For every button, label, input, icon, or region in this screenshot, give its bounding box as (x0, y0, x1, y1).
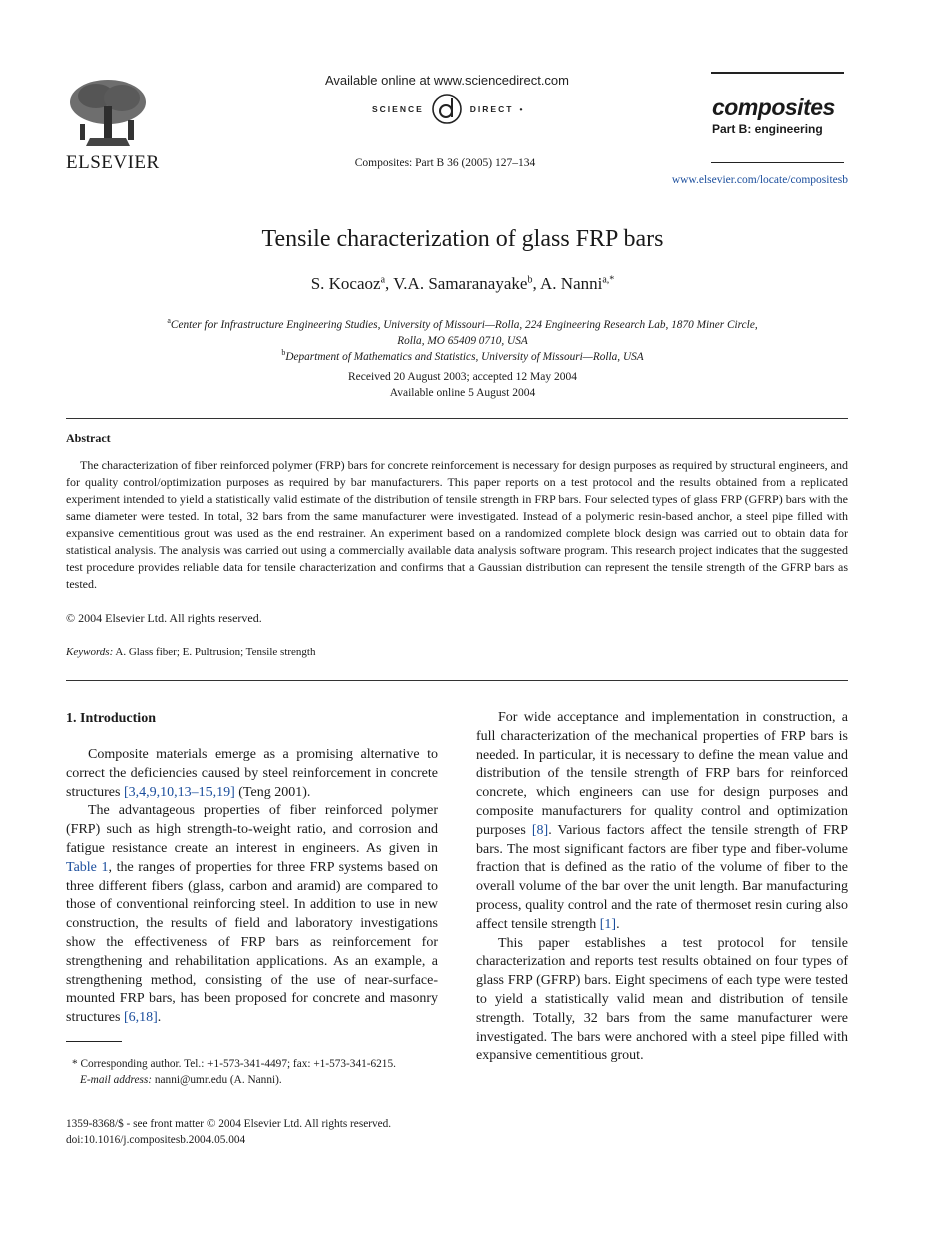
keywords (66, 646, 315, 658)
available-date: Available online 5 August 2004 (389, 387, 536, 399)
body-paragraph: Composite materials emerge as a promising alternative to correct the deficiencies caused by steel reinforcement in concrete structures [3,4,9,10,13–15,19] (Teng 2001). (66, 747, 438, 800)
keywords-label: Keywords: (66, 646, 114, 658)
journal-reference: Composites: Part B 36 (2005) 127–134 (354, 157, 536, 169)
doi-line: doi:10.1016/j.compositesb.2004.05.004 (66, 1133, 246, 1146)
abstract-text: The characterization of fiber reinforced polymer (FRP) bars for concrete reinforcement is necessary for design purposes as required by structural engineers, and for quality control/optimization purposes as required by bar manufacturers. This paper reports on a test protocol and the results obtained from a replicated experiment intended to yield a statistically valid estimate of the distribution of tensile strength in FRP bars. Four selected types of glass FRP (GFRP) bars with the same diameter were tested. In total, 32 bars from the same manufacturer were investigated. Instead of a polymeric resin-based anchor, a steel pipe filled with expansive cementitious grout was used as the end restrainer. An experiment based on a randomized complete block design was carried out to obtain data for statistical analysis. The analysis was carried out using a commercially available data analysis software program. This research project indicates that the suggested test procedure provides reliable data for tensile characterization and confirms that a Gaussian distribution can represent the tensile strength of the GFRP bars as tested. (66, 458, 848, 591)
affil-line: Rolla, MO 65409 0710, USA (397, 334, 528, 347)
author-name: A. Nanni (540, 274, 603, 293)
author-affil-sup: a,* (602, 274, 615, 286)
issn-block (66, 1117, 391, 1148)
author-separator: , (385, 274, 394, 293)
table-link[interactable]: Table 1 (66, 859, 109, 875)
sciencedirect-logo (372, 92, 524, 126)
author-affil-sup: b (527, 274, 533, 286)
divider (66, 418, 848, 419)
affil-sup: a (167, 316, 171, 325)
corresponding-author: * Corresponding author. Tel.: +1-573-341-4497; fax: +1-573-341-6215. (72, 1058, 396, 1070)
issn-line: 1359-8368/$ - see front matter © 2004 Elsevier Ltd. All rights reserved. (66, 1118, 392, 1130)
footnote (66, 1057, 438, 1088)
elsevier-tree-logo (66, 76, 150, 150)
received-date: Received 20 August 2003; accepted 12 May 2004 (348, 371, 577, 383)
article-dates (0, 369, 925, 401)
journal-url-link[interactable]: www.elsevier.com/locate/compositesb (671, 174, 848, 186)
journal-subtitle: Part B: engineering (712, 122, 823, 136)
affiliation-b (100, 345, 825, 365)
citation-link[interactable]: [6,18] (123, 1010, 158, 1026)
journal-rule-top (711, 72, 844, 74)
sd-right-word: DIRECT (469, 104, 514, 114)
left-column (66, 746, 438, 1028)
publisher-name: ELSEVIER (66, 152, 160, 173)
affil-line: Department of Mathematics and Statistics, University of Missouri—Rolla, USA (285, 350, 644, 363)
author-affil-sup: a (380, 274, 386, 286)
journal-rule-bottom (711, 162, 844, 163)
abstract-heading: Abstract (66, 431, 111, 445)
email-line (66, 1073, 438, 1089)
email-label: E-mail address: (80, 1073, 153, 1086)
author-name: S. Kocaoz (310, 274, 381, 293)
body-paragraph: This paper establishes a test protocol for tensile characterization and reports test results obtained on four types of glass FRP (GFRP) bars. Eight specimens of each type were tested to yield a statistically valid mean and distribution of tensile strength. Totally, 32 bars from the same manufacturer were investigated. The bars were anchored with a steel pipe filled with expansive cementitious grout. (476, 935, 848, 1064)
body-paragraph: For wide acceptance and implementation in construction, a full characterization of the mechanical properties of FRP bars is needed. In particular, it is necessary to define the mean value and distribution of the tensile strength of FRP bars for reinforced concrete, which engineers can use for design purposes and composite manufacturers for quality control and optimization purposes [8]. Various factors affect the tensile strength of FRP bars. The most significant factors are fiber type and fiber-volume fraction that is defined as the ratio of the volume of fiber to the overall volume of the bar over the unit length. Bar manufacturing process, quality control and the rate of thermoset resin curing also affect tensile strength [1]. (476, 710, 848, 932)
affil-sup: b (281, 348, 286, 357)
author-separator: , (532, 274, 541, 293)
right-column (476, 709, 848, 1066)
journal-title: composites (712, 94, 835, 120)
author-list (0, 274, 925, 294)
citation-link[interactable]: [1] (599, 916, 617, 932)
sd-left-word: SCIENCE (372, 104, 424, 114)
footnote-rule (66, 1041, 122, 1042)
article-title: Tensile characterization of glass FRP bars (261, 226, 664, 252)
affiliation-a (100, 313, 825, 349)
available-online-text: Available online at www.sciencedirect.com (325, 73, 569, 88)
sd-at-icon (430, 92, 464, 126)
abstract-copyright: © 2004 Elsevier Ltd. All rights reserved. (66, 611, 262, 625)
citation-link[interactable]: [8] (531, 822, 549, 838)
email-address: nanni@umr.edu (A. Nanni). (154, 1073, 282, 1086)
divider (66, 680, 848, 681)
abstract-body (66, 457, 848, 593)
author-name: V.A. Samaranayake (393, 274, 528, 293)
affil-line: Center for Infrastructure Engineering Studies, University of Missouri—Rolla, 224 Engineering Research Lab, 1870 Miner Circle, (170, 318, 758, 331)
sd-mark: • (519, 104, 525, 114)
citation-link[interactable]: [3,4,9,10,13–15,19] (123, 784, 235, 800)
body-paragraph: The advantageous properties of fiber reinforced polymer (FRP) such as high strength-to-weight ratio, and corrosion and fatigue resistance create an interest in engineers. As given in Table 1, the ranges of properties for three FRP systems based on three different fibers (glass, carbon and aramid) are compared to those of conventional reinforcing steel. In addition to use in new construction, the results of field and laboratory investigations show the effectiveness of FRP bars as reinforcement for strengthening and rehabilitation applications. As an example, a strengthening method, consisting of the use of near-surface-mounted FRP bars, has been proposed for concrete and masonry structures [6,18]. (66, 803, 438, 1026)
section-heading: 1. Introduction (66, 711, 156, 726)
keywords-list: A. Glass fiber; E. Pultrusion; Tensile strength (115, 646, 316, 658)
